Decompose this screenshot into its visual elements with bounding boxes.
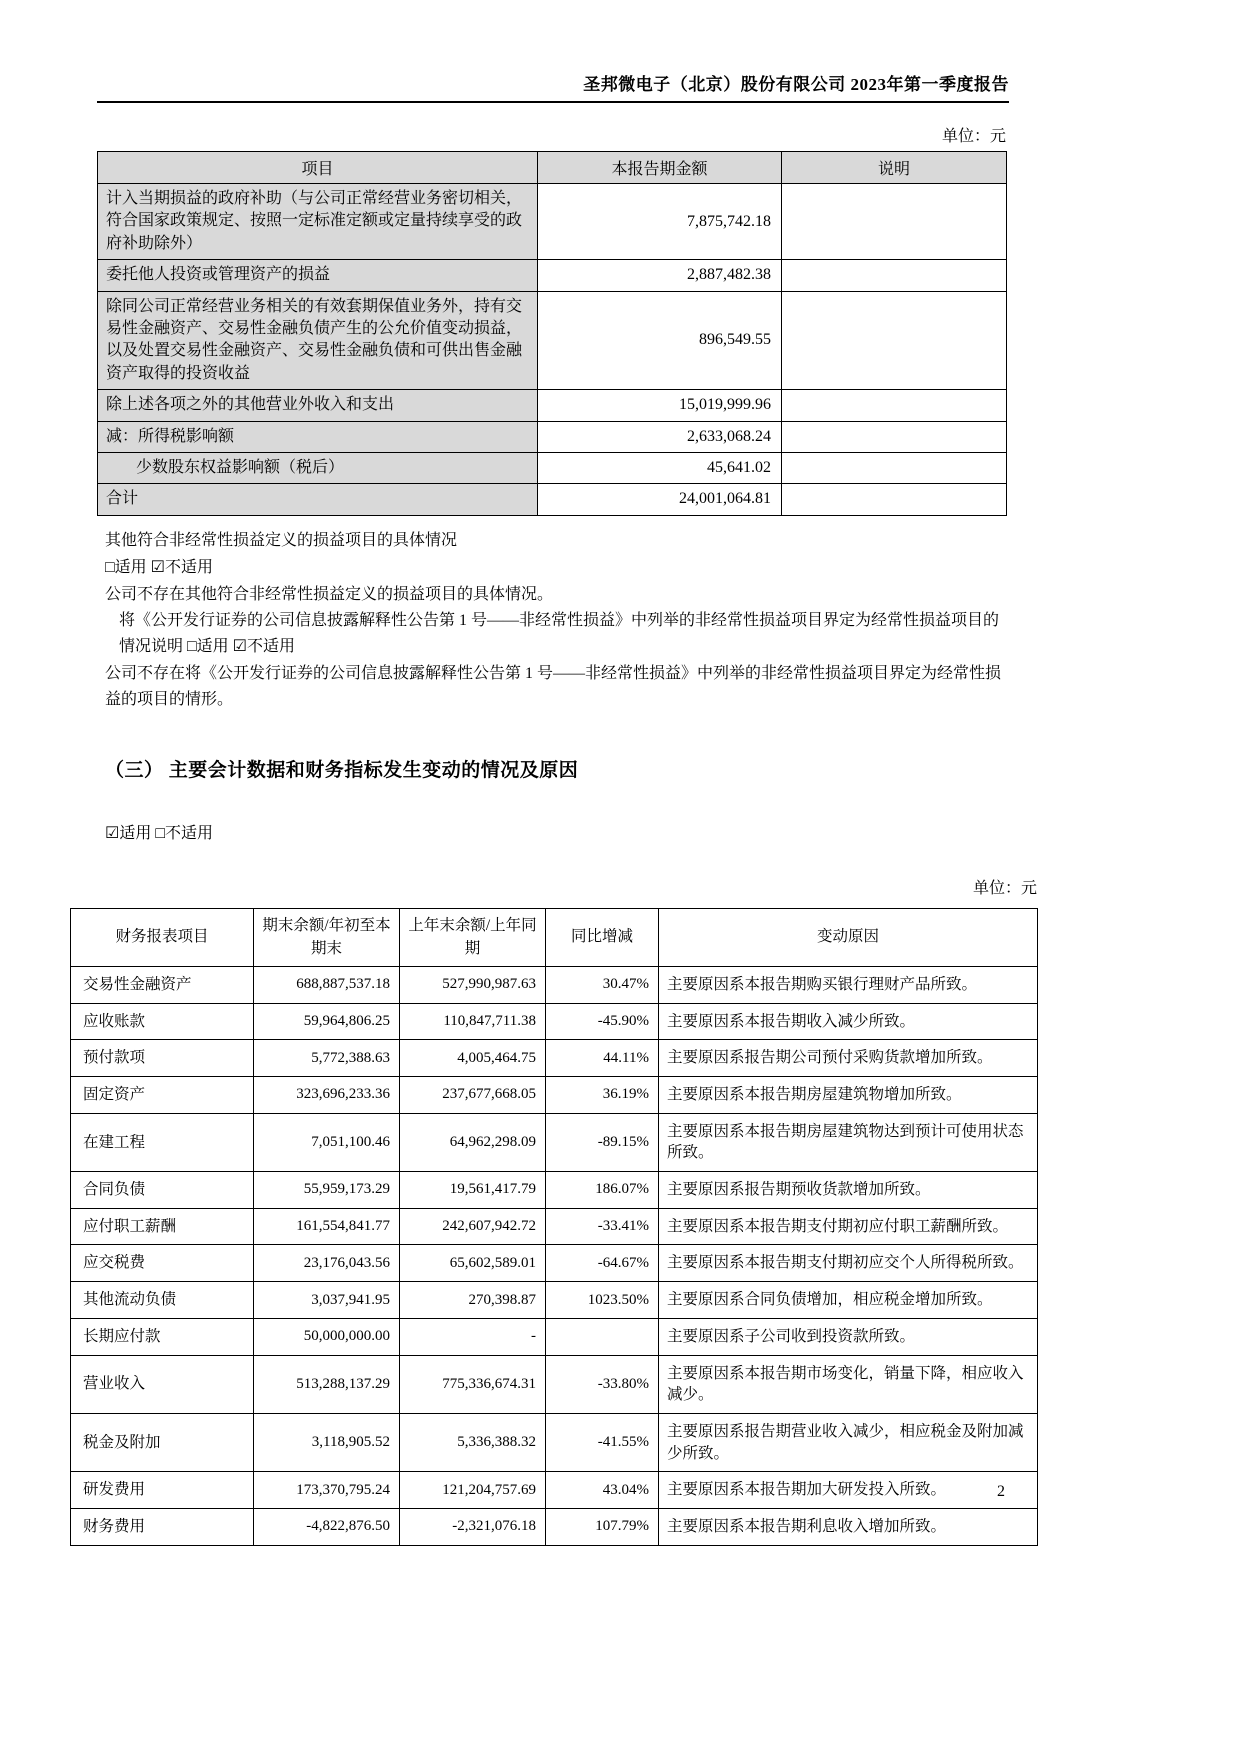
report-header-title: 圣邦微电子（北京）股份有限公司 2023年第一季度报告 [583,75,1009,94]
col-header-item: 项目 [98,152,538,184]
fc-current-cell: 59,964,806.25 [254,1003,400,1040]
col-header-current-balance: 期末余额/年初至本期末 [254,909,400,967]
table-row [71,1113,1038,1171]
fc-change-cell: 43.04% [546,1472,659,1509]
table-row [71,1413,1038,1471]
nr-item-cell: 除同公司正常经营业务相关的有效套期保值业务外，持有交易性金融资产、交易性金融负债产生的公允价值变动损益，以及处置交易性金融资产、交易性金融负债和可供出售金融资产取得的投资收益 [98,291,538,390]
fc-reason-cell: 主要原因系本报告期房屋建筑物增加所致。 [659,1077,1038,1114]
fc-prior-cell: 65,602,589.01 [400,1245,546,1282]
fc-prior-cell: 110,847,711.38 [400,1003,546,1040]
col-header-prior-balance: 上年末余额/上年同期 [400,909,546,967]
section-heading: （三） 主要会计数据和财务指标发生变动的情况及原因 [105,760,579,782]
fc-prior-cell: 775,336,674.31 [400,1355,546,1413]
table-row [98,291,1007,390]
fc-item-cell: 财务费用 [71,1508,254,1545]
fc-current-cell: 5,772,388.63 [254,1040,400,1077]
fc-reason-cell: 主要原因系本报告期支付期初应付职工薪酬所致。 [659,1208,1038,1245]
fc-item-cell: 长期应付款 [71,1318,254,1355]
table-row [98,260,1007,291]
table-header-row [98,152,1007,184]
nr-note-cell [782,390,1007,421]
fc-reason-cell: 主要原因系本报告期支付期初应交个人所得税所致。 [659,1245,1038,1282]
fc-item-cell: 合同负债 [71,1172,254,1209]
col-header-amount: 本报告期金额 [538,152,782,184]
fc-current-cell: 3,118,905.52 [254,1413,400,1471]
note-other-items-title: 其他符合非经常性损益定义的损益项目的具体情况 [105,531,458,549]
fc-change-cell: -89.15% [546,1113,659,1171]
notes-block [105,528,1009,713]
fc-item-cell: 固定资产 [71,1077,254,1114]
document-header [97,70,1009,103]
table-row [71,1472,1038,1509]
fc-reason-cell: 主要原因系子公司收到投资款所致。 [659,1318,1038,1355]
note-applicability-checkboxes-1: □适用 ☑不适用 [105,558,214,576]
fc-change-cell [546,1318,659,1355]
fc-change-cell: 30.47% [546,966,659,1003]
table-header-row [71,909,1038,967]
fc-reason-cell: 主要原因系本报告期加大研发投入所致。 [659,1472,1038,1509]
note-reclassification-title: 将《公开发行证券的公司信息披露解释性公告第 1 号——非经常性损益》中列举的非经常性损益项目界定为经常性损益项目的情况说明 □适用 ☑不适用 [119,612,1000,656]
table-row [98,421,1007,452]
section-applicability-checkboxes: ☑适用 □不适用 [105,825,214,843]
fc-change-cell: 1023.50% [546,1282,659,1319]
fc-change-cell: -33.41% [546,1208,659,1245]
nr-note-cell [782,484,1007,515]
fc-item-cell: 营业收入 [71,1355,254,1413]
fc-reason-cell: 主要原因系合同负债增加，相应税金增加所致。 [659,1282,1038,1319]
fc-prior-cell: 242,607,942.72 [400,1208,546,1245]
fc-prior-cell: - [400,1318,546,1355]
nr-item-cell-total: 合计 [98,484,538,515]
col-header-change-pct: 同比增减 [546,909,659,967]
nr-amount-cell: 2,633,068.24 [538,421,782,452]
nr-note-cell [782,184,1007,260]
table-row [71,1077,1038,1114]
fc-prior-cell: 121,204,757.69 [400,1472,546,1509]
page-number: 2 [997,1483,1005,1500]
table-row [98,390,1007,421]
nr-item-cell: 委托他人投资或管理资产的损益 [98,260,538,291]
fc-item-cell: 交易性金融资产 [71,966,254,1003]
nr-amount-cell: 896,549.55 [538,291,782,390]
fc-reason-cell: 主要原因系本报告期市场变化，销量下降，相应收入减少。 [659,1355,1038,1413]
nr-item-cell: 减：所得税影响额 [98,421,538,452]
fc-item-cell: 预付款项 [71,1040,254,1077]
fc-reason-cell: 主要原因系报告期营业收入减少，相应税金及附加减少所致。 [659,1413,1038,1471]
fc-change-cell: 44.11% [546,1040,659,1077]
note-reclassification-statement: 公司不存在将《公开发行证券的公司信息披露解释性公告第 1 号——非经常性损益》中列举的非经常性损益项目界定为经常性损益的项目的情形。 [105,665,1002,709]
fc-reason-cell: 主要原因系本报告期购买银行理财产品所致。 [659,966,1038,1003]
table-row [71,1208,1038,1245]
nr-item-cell: 少数股东权益影响额（税后） [98,452,538,483]
table-row [71,1003,1038,1040]
table-row [71,1508,1038,1545]
fc-prior-cell: 5,336,388.32 [400,1413,546,1471]
table-row [71,1172,1038,1209]
fc-current-cell: 50,000,000.00 [254,1318,400,1355]
fc-prior-cell: -2,321,076.18 [400,1508,546,1545]
unit-label-bottom: 单位：元 [972,880,1037,898]
nr-note-cell [782,421,1007,452]
nr-amount-cell: 7,875,742.18 [538,184,782,260]
table-row [71,1355,1038,1413]
fc-item-cell: 研发费用 [71,1472,254,1509]
col-header-note: 说明 [782,152,1007,184]
fc-change-cell: -45.90% [546,1003,659,1040]
table-row [71,1040,1038,1077]
fc-current-cell: 688,887,537.18 [254,966,400,1003]
fc-change-cell: -41.55% [546,1413,659,1471]
fc-prior-cell: 19,561,417.79 [400,1172,546,1209]
fc-current-cell: -4,822,876.50 [254,1508,400,1545]
non-recurring-items-table [97,151,1007,516]
fc-change-cell: 107.79% [546,1508,659,1545]
fc-current-cell: 513,288,137.29 [254,1355,400,1413]
fc-current-cell: 173,370,795.24 [254,1472,400,1509]
fc-reason-cell: 主要原因系本报告期房屋建筑物达到预计可使用状态所致。 [659,1113,1038,1171]
fc-item-cell: 在建工程 [71,1113,254,1171]
financial-changes-table [70,908,1038,1546]
table-row [98,452,1007,483]
unit-label-top: 单位：元 [941,128,1006,145]
fc-change-cell: -33.80% [546,1355,659,1413]
nr-note-cell [782,291,1007,390]
fc-current-cell: 7,051,100.46 [254,1113,400,1171]
nr-amount-cell: 45,641.02 [538,452,782,483]
table-row-total [98,484,1007,515]
fc-current-cell: 323,696,233.36 [254,1077,400,1114]
fc-prior-cell: 4,005,464.75 [400,1040,546,1077]
fc-prior-cell: 237,677,668.05 [400,1077,546,1114]
note-other-items-statement: 公司不存在其他符合非经常性损益定义的损益项目的具体情况。 [105,585,554,603]
fc-current-cell: 55,959,173.29 [254,1172,400,1209]
fc-item-cell: 应交税费 [71,1245,254,1282]
nr-note-cell [782,452,1007,483]
fc-change-cell: 36.19% [546,1077,659,1114]
fc-prior-cell: 270,398.87 [400,1282,546,1319]
fc-change-cell: 186.07% [546,1172,659,1209]
nr-item-cell: 计入当期损益的政府补助（与公司正常经营业务密切相关，符合国家政策规定、按照一定标准定额或定量持续享受的政府补助除外） [98,184,538,260]
fc-item-cell: 应付职工薪酬 [71,1208,254,1245]
fc-current-cell: 3,037,941.95 [254,1282,400,1319]
nr-amount-cell-total: 24,001,064.81 [538,484,782,515]
table-row [98,184,1007,260]
fc-prior-cell: 527,990,987.63 [400,966,546,1003]
fc-prior-cell: 64,962,298.09 [400,1113,546,1171]
fc-change-cell: -64.67% [546,1245,659,1282]
fc-reason-cell: 主要原因系本报告期收入减少所致。 [659,1003,1038,1040]
nr-item-cell: 除上述各项之外的其他营业外收入和支出 [98,390,538,421]
table-row [71,1282,1038,1319]
table-row [71,1318,1038,1355]
fc-item-cell: 其他流动负债 [71,1282,254,1319]
col-header-reason: 变动原因 [659,909,1038,967]
col-header-statement-item: 财务报表项目 [71,909,254,967]
nr-note-cell [782,260,1007,291]
fc-reason-cell: 主要原因系报告期公司预付采购货款增加所致。 [659,1040,1038,1077]
fc-current-cell: 161,554,841.77 [254,1208,400,1245]
fc-current-cell: 23,176,043.56 [254,1245,400,1282]
nr-amount-cell: 2,887,482.38 [538,260,782,291]
fc-reason-cell: 主要原因系本报告期利息收入增加所致。 [659,1508,1038,1545]
table-row [71,1245,1038,1282]
fc-item-cell: 应收账款 [71,1003,254,1040]
fc-reason-cell: 主要原因系报告期预收货款增加所致。 [659,1172,1038,1209]
nr-amount-cell: 15,019,999.96 [538,390,782,421]
fc-item-cell: 税金及附加 [71,1413,254,1471]
table-row [71,966,1038,1003]
